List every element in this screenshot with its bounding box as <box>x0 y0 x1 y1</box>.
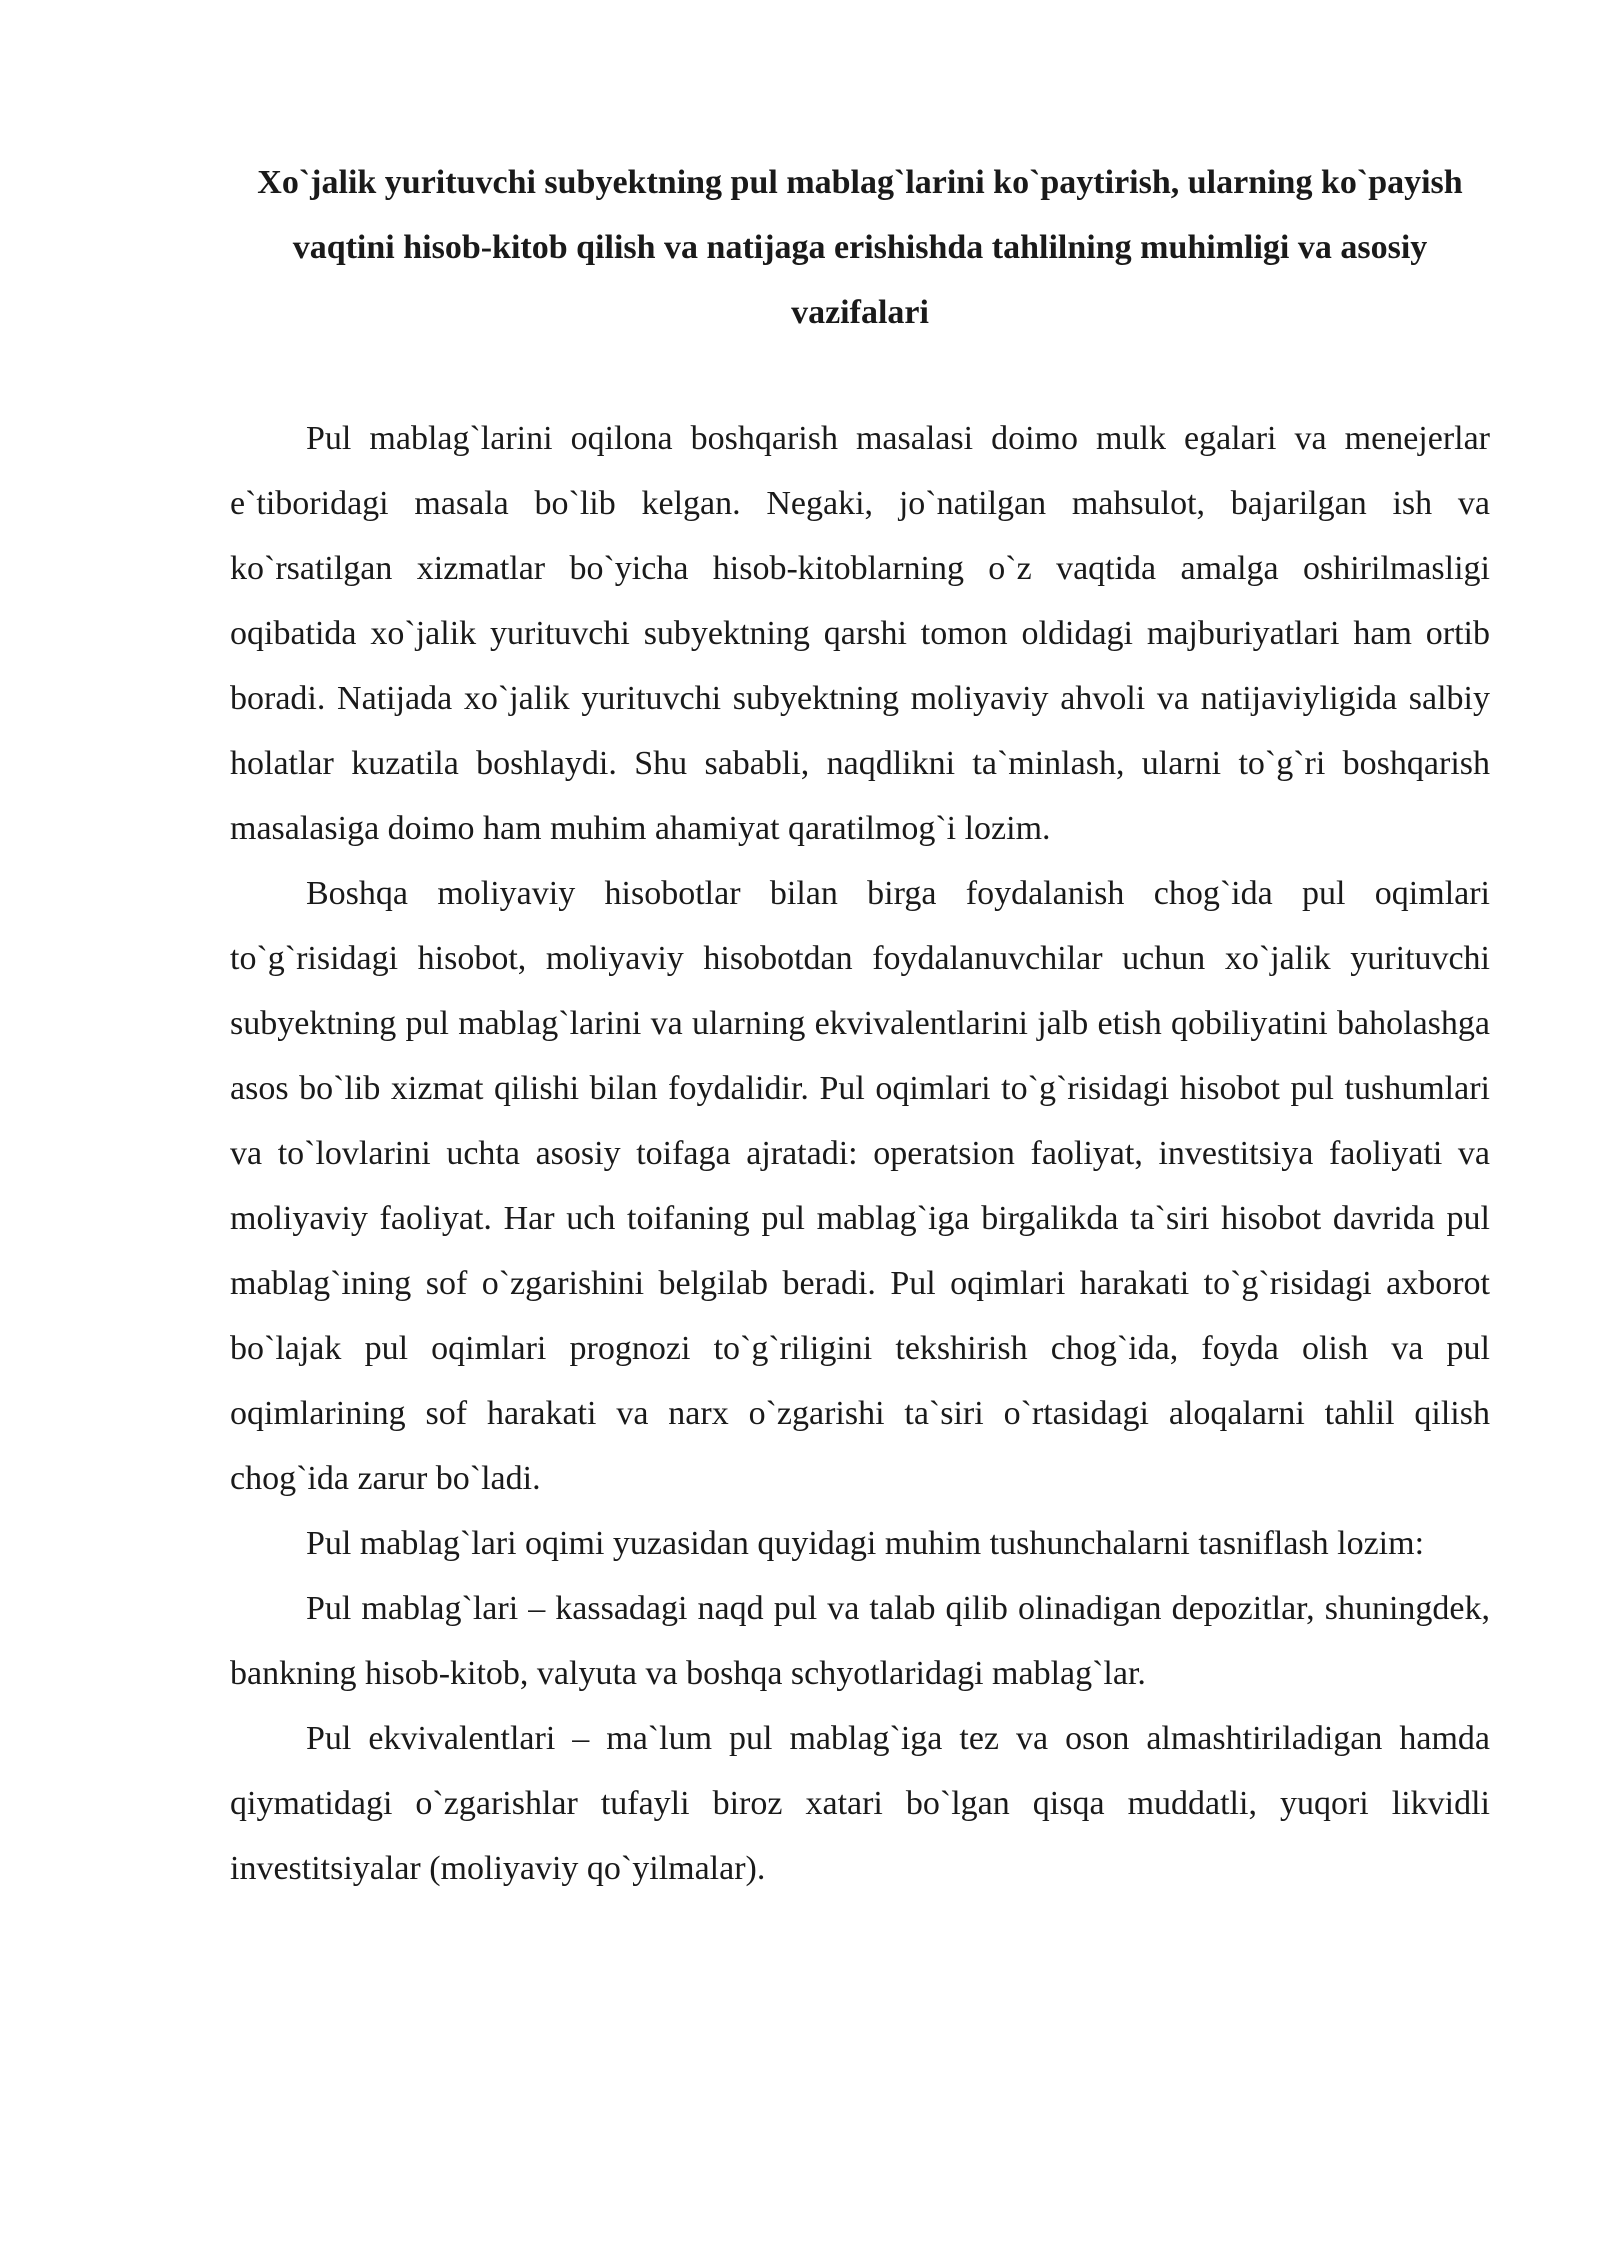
document-body <box>230 406 1490 1901</box>
paragraph-4: Pul mablag`lari – kassadagi naqd pul va talab qilib olinadigan depozitlar, shuningdek, bankning hisob-kitob, valyuta va boshqa schyotlaridagi mablag`lar. <box>230 1590 1490 1692</box>
paragraph-1: Pul mablag`larini oqilona boshqarish masalasi doimo mulk egalari va menejerlar e`tiboridagi masala bo`lib kelgan. Negaki, jo`natilgan mahsulot, bajarilgan ish va ko`rsatilgan xizmatlar bo`yicha hisob-kitoblarning o`z vaqtida amalga oshirilmasligi oqibatida xo`jalik yurituvchi subyektning qarshi tomon oldidagi majburiyatlari ham ortib boradi. Natijada xo`jalik yurituvchi subyektning moliyaviy ahvoli va natijaviyligida salbiy holatlar kuzatila boshlaydi. Shu sababli, naqdlikni ta`minlash, ularni to`g`ri boshqarish masalasiga doimo ham muhim ahamiyat qaratilmog`i lozim. <box>230 420 1490 847</box>
document-title: Xo`jalik yurituvchi subyektning pul mablag`larini ko`paytirish, ularning ko`payish vaqtini hisob-kitob qilish va natijaga erishishda tahlilning muhimligi va asosiy vazifalari <box>257 164 1463 331</box>
paragraph-3: Pul mablag`lari oqimi yuzasidan quyidagi muhim tushunchalarni tasniflash lozim: <box>306 1525 1425 1562</box>
paragraph-2: Boshqa moliyaviy hisobotlar bilan birga foydalanish chog`ida pul oqimlari to`g`risidagi hisobot, moliyaviy hisobotdan foydalanuvchilar uchun xo`jalik yurituvchi subyektning pul mablag`larini va ularning ekvivalentlarini jalb etish qobiliyatini baholashga asos bo`lib xizmat qilishi bilan foydalidir. Pul oqimlari to`g`risidagi hisobot pul tushumlari va to`lovlarini uchta asosiy toifaga ajratadi: operatsion faoliyat, investitsiya faoliyati va moliyaviy faoliyat. Har uch toifaning pul mablag`iga birgalikda ta`siri hisobot davrida pul mablag`ining sof o`zgarishini belgilab beradi. Pul oqimlari harakati to`g`risidagi axborot bo`lajak pul oqimlari prognozi to`g`riligini tekshirish chog`ida, foyda olish va pul oqimlarining sof harakati va narx o`zgarishi ta`siri o`rtasidagi aloqalarni tahlil qilish chog`ida zarur bo`ladi. <box>230 875 1490 1497</box>
paragraph-5: Pul ekvivalentlari – ma`lum pul mablag`iga tez va oson almashtiriladigan hamda qiymatidagi o`zgarishlar tufayli biroz xatari bo`lgan qisqa muddatli, yuqori likvidli investitsiyalar (moliyaviy qo`yilmalar). <box>230 1720 1490 1887</box>
